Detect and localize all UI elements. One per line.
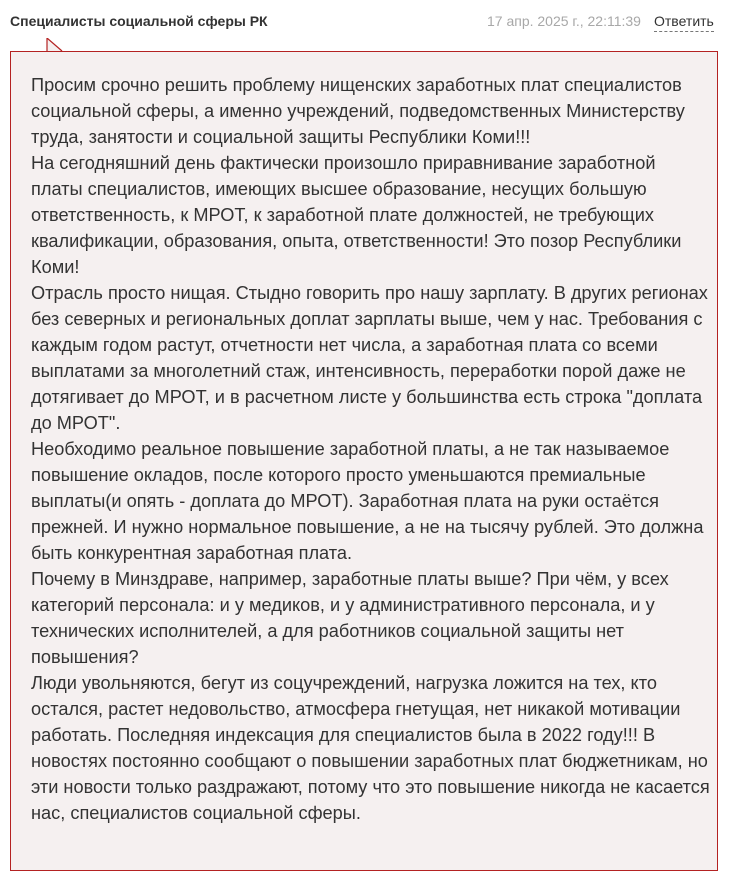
comment-author: Специалисты социальной сферы РК [10,13,268,29]
comment-paragraph: Необходимо реальное повышение заработной платы, а не так называемое повышение окладов, после которого просто уменьшаются премиальные выплаты(и опять - доплата до МРОТ). Заработная плата на руки остаётся прежней. И нужно нормальное повышение, а не на тысячу рублей. Это должна быть конкурентная заработная плата. [31,439,704,563]
reply-link[interactable]: Ответить [654,11,714,32]
comment-timestamp: 17 апр. 2025 г., 22:11:39 [487,13,641,29]
comment-bubble [10,51,718,871]
comment-paragraph: Отрасль просто нищая. Стыдно говорить про нашу зарплату. В других регионах без северных и региональных доплат зарплаты выше, чем у нас. Требования с каждым годом растут, отчетности нет числа, а заработная плата со всеми выплатами за многолетний стаж, интенсивность, переработки порой даже не дотягивает до МРОТ, и в расчетном листе у большинства есть строка "доплата до МРОТ". [31,283,708,433]
comment-paragraph: Почему в Минздраве, например, заработные платы выше? При чём, у всех категорий персонала: и у медиков, и у административного персонала, и у технических исполнителей, а для работников социальной защиты нет повышения? [31,569,669,667]
comment-paragraph: Просим срочно решить проблему нищенских заработных плат специалистов социальной сферы, а именно учреждений, подведомственных Министерству труда, занятости и социальной защиты Республики Коми!!! [31,75,685,147]
comment-paragraph: Люди увольняются, бегут из соцучреждений, нагрузка ложится на тех, кто остался, растет недовольство, атмосфера гнетущая, нет никакой мотивации работать. Последняя индексация для специалистов была в 2022 году!!! В новостях постоянно сообщают о повышении заработных плат бюджетникам, но эти новости только раздражают, потому что это повышение никогда не касается нас, специалистов социальной сферы. [31,673,710,823]
comment-header [10,11,720,33]
comment-body [31,72,711,826]
comment-paragraph: На сегодняшний день фактически произошло приравнивание заработной платы специалистов, имеющих высшее образование, несущих большую ответственность, к МРОТ, к заработной плате должностей, не требующих квалификации, образования, опыта, ответственности! Это позор Республики Коми! [31,153,682,277]
